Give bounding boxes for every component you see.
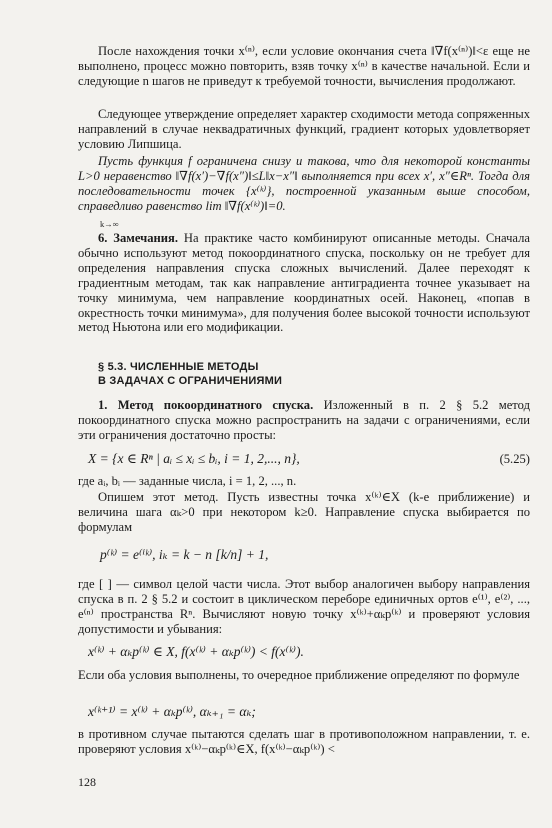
page-number: 128: [78, 775, 96, 789]
equation-conditions: [78, 644, 530, 660]
theorem-text: Пусть функция f ограничена снизу и такова, что для некоторой константы L>0 неравенство ‖∇f(x′)−∇f(x″)‖≤L‖x−x″‖ выполняется при всех x′, x″∈Rⁿ. Тогда для последовательности точек {x⁽ᵏ⁾}, построенной указанным выше способом, справедливо равенство lim ‖∇f(x⁽ᵏ⁾)‖=0.: [78, 154, 530, 213]
paragraph-else: [78, 727, 530, 757]
paragraph-restart: [78, 44, 530, 89]
paragraph-both: [78, 668, 530, 683]
lim-subscript: k→∞: [100, 219, 119, 229]
equation-next-body: x⁽ᵏ⁺¹⁾ = x⁽ᵏ⁾ + αₖp⁽ᵏ⁾, αₖ₊₁ = αₖ;: [88, 704, 256, 719]
equation-5-25-body: X = {x ∈ Rⁿ | aᵢ ≤ xᵢ ≤ bᵢ, i = 1, 2,..., n},: [88, 451, 300, 466]
equation-5-25: [78, 451, 530, 467]
method-block: [78, 398, 530, 443]
section-title-line-1: § 5.3. ЧИСЛЕННЫЕ МЕТОДЫ: [98, 361, 259, 373]
floor-text: где [ ] — символ целой части числа. Этот выбор аналогичен выбору направления спуска в п. 2 § 5.2 и состоит в циклическом переборе единичных ортов e⁽¹⁾, e⁽²⁾, ..., e⁽ⁿ⁾ пространства Rⁿ. Вычисляют новую точку x⁽ᵏ⁾+αₖp⁽ᵏ⁾ и проверяют условия допустимости и убывания:: [78, 577, 530, 636]
else-text: в противном случае пытаются сделать шаг в противоположном направлении, т. е. проверяют условия x⁽ᵏ⁾−αₖp⁽ᵏ⁾∈X, f(x⁽ᵏ⁾−αₖp⁽ᵏ⁾) <: [78, 727, 530, 756]
both-text: Если оба условия выполнены, то очередное приближение определяют по формуле: [78, 668, 520, 682]
remarks-paragraph: [78, 231, 530, 335]
paragraph-floor: [78, 577, 530, 637]
describe-text: Опишем этот метод. Пусть известны точка x⁽ᵏ⁾∈X (k-е приближение) и величина шага αₖ>0 при некотором k≥0. Направление спуска выбирается по формулам: [78, 490, 530, 534]
statement-text: Следующее утверждение определяет характер сходимости метода сопряженных направлений в случае неквадратичных функций, градиент которых удовлетворяет условию Липшица.: [78, 107, 530, 151]
remarks-heading: 6. Замечания.: [98, 231, 178, 245]
equation-direction: [78, 547, 530, 563]
section-title-line-2: В ЗАДАЧАХ С ОГРАНИЧЕНИЯМИ: [98, 374, 283, 387]
method-paragraph: [78, 398, 530, 443]
equation-direction-body: p⁽ᵏ⁾ = e⁽ⁱᵏ⁾, iₖ = k − n [k/n] + 1,: [100, 547, 269, 562]
where-note-text: где aᵢ, bᵢ — заданные числа, i = 1, 2, ..., n.: [78, 474, 297, 488]
equation-next: [78, 704, 530, 720]
remarks-text: На практике часто комбинируют описанные методы. Сначала обычно используют метод покоординатного спуска, поскольку он не требует для определения направления спуска сложных вычислений. Далее переходят к градиентным методам, так как направление антиградиента точнее указывает на точку минимума, чем направление координатных осей. Наконец, «попав в окрестность точки минимума», для получения более высокой точности используют метод Ньютона или его модификации.: [78, 231, 530, 335]
equation-number: (5.25): [499, 452, 530, 466]
where-note: [78, 474, 530, 489]
paragraph-describe: [78, 490, 530, 535]
restart-text: После нахождения точки x⁽ⁿ⁾, если условие окончания счета ‖∇f(x⁽ⁿ⁾)‖<ε еще не выполнено, процесс можно повторить, взяв точку x⁽ⁿ⁾ в качестве начальной. Если и следующие n шагов не приведут к требуемой точности, вычисления продолжают.: [78, 44, 530, 88]
equation-conditions-body: x⁽ᵏ⁾ + αₖp⁽ᵏ⁾ ∈ X, f(x⁽ᵏ⁾ + αₖp⁽ᵏ⁾) < f(x⁽ᵏ⁾).: [88, 644, 304, 659]
section-heading: [98, 361, 550, 388]
paragraph-statement: [78, 107, 530, 152]
method-text: Изложенный в п. 2 § 5.2 метод покоординатного спуска можно распространить на задачи с ограничениями, если эти ограничения достаточно просты:: [78, 398, 530, 442]
theorem-block: [78, 154, 530, 214]
remarks-block: [78, 231, 530, 335]
method-heading: 1. Метод покоординатного спуска.: [98, 398, 314, 412]
